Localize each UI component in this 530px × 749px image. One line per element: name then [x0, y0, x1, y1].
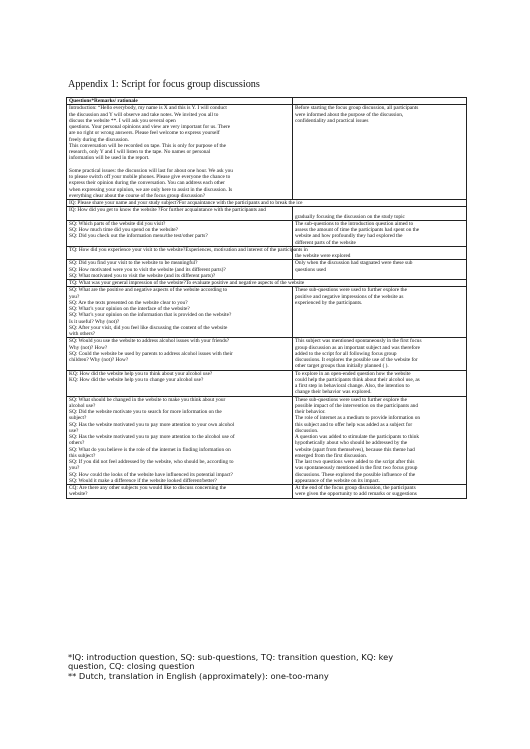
page-title: Appendix 1: Script for focus group discussions: [68, 79, 260, 90]
cell-line: other target groups than initially planned ( ).: [295, 363, 389, 370]
cell-line: were given the opportunity to add remarks or suggestions: [295, 491, 417, 498]
cell-line: others?: [69, 440, 85, 447]
cell-line: hypothetically about who should be addressed by the: [295, 440, 408, 447]
cell-line: Some practical issues: the discussion will last for about one hour. We ask you: [69, 167, 233, 174]
cell-line: assess the amount of time the participants had spent on the: [295, 227, 420, 233]
question-cell: [67, 220, 293, 246]
cell-line: was spontaneously mentioned in the first two focus group: [295, 465, 418, 472]
cell-line: discuss the website **. I will ask you several open: [69, 117, 176, 124]
cell-line: Is it useful? Why (not)?: [69, 318, 120, 325]
cell-line: SQ: Would you use the website to address alcohol issues with your friends?: [69, 338, 230, 345]
cell-line: emerged from the first discussion.: [295, 452, 368, 459]
footnote-line: question, CQ: closing question: [68, 661, 195, 672]
cell-line: were informed about the purpose of the discussion,: [295, 111, 404, 118]
cell-line: These sub-questions were used to further explore the: [295, 396, 407, 403]
table-row: [67, 485, 467, 499]
footnote-line: *IQ: introduction question, SQ: sub-questions, TQ: transition question, KQ: key: [68, 652, 394, 662]
cell-line: you?: [69, 293, 80, 300]
cell-line: appearance of the website on its impact.: [295, 477, 380, 484]
cell-line: Why (not)? How?: [69, 344, 108, 351]
cell-line: different parts of the website: [295, 239, 356, 246]
cell-line: SQ: If you did not feel addressed by the website, who should be, according to: [69, 459, 234, 465]
cell-line: discussions. These explored the possible influence of the: [295, 471, 416, 478]
cell-line: IQ: How did you get to know the website ?For further acquaintance with the participants and: [69, 207, 266, 214]
cell-line: SQ: What are the positive and negative aspects of the website according to: [69, 287, 228, 294]
focus-group-script-table: [66, 97, 467, 499]
cell-line: freely during the discussion.: [69, 136, 130, 143]
table-row: [67, 246, 467, 260]
cell-line: questions. Your personal opinions and view are very important for us. There: [69, 124, 231, 130]
question-cell: [67, 370, 293, 396]
cell-line: Only when the discussion had stagnated were these sub: [295, 260, 413, 267]
cell-line: the discussion and Y will observe and take notes. We invited you all to: [69, 111, 219, 118]
cell-line: TQ: How did you experience your visit to the website?Experiences, motivation and interest of the participants in: [69, 246, 308, 253]
cell-line: At the end of the focus group discussion, the participants: [295, 485, 416, 491]
cell-line: experienced by the participants.: [295, 299, 363, 306]
cell-line: this subject and to offer help was added as a subject for: [295, 421, 413, 428]
cell-line: you?: [69, 465, 80, 472]
cell-line: children? Why (not)? How?: [69, 357, 129, 363]
cell-line: website (apart from themselves), because this theme had: [295, 446, 415, 453]
cell-line: This conversation will be recorded on tape. This is only for purpose of the: [69, 142, 227, 149]
cell-line: with others?: [69, 331, 96, 337]
cell-line: SQ: What should be changed in the website to make you think about your: [69, 396, 226, 403]
cell-line: SQ: Has the website motivated you to pay more attention to the alcohol use of: [69, 434, 235, 440]
cell-line: discussion.: [295, 427, 319, 434]
remark-cell: [293, 246, 467, 260]
remark-cell: [293, 338, 467, 370]
remark-cell: [293, 396, 467, 485]
cell-line: their behavior.: [295, 409, 326, 415]
cell-line: SQ: Would it make a difference if the website looked different/better?: [69, 477, 217, 484]
cell-line: to please switch off your mobile phones. Please give everyone the chance to: [69, 174, 231, 180]
cell-line: added to the script for all following focus group: [295, 350, 397, 357]
cell-line: The role of internet as a medium to provide information on: [295, 415, 421, 422]
cell-line: SQ: Did the website motivate you to search for more information on the: [69, 409, 222, 415]
cell-line: gradually focusing the discussion on the study topic: [295, 213, 405, 220]
table-row: [67, 396, 467, 485]
cell-line: a first step in behavioral change. Also, the intention to: [295, 383, 410, 389]
footnote-line: ** Dutch, translation in English (approximately): one-too-many: [68, 670, 329, 681]
cell-line: SQ: Could the website be used by parents to address alcohol issues with their: [69, 350, 233, 357]
cell-line: discussions. It explores the possible use of the website for: [295, 357, 418, 363]
table-header-row: [67, 98, 467, 105]
table-row: [67, 338, 467, 370]
footnotes: [68, 653, 488, 681]
cell-line: SQ: How could the looks of the website have influenced its potential impact?: [69, 471, 233, 478]
cell-line: the website were explored: [295, 253, 351, 259]
cell-line: SQ: Has the website motivated you to pay more attention to your own alcohol: [69, 421, 235, 428]
question-cell: [67, 260, 293, 280]
table-row: [67, 370, 467, 396]
cell-line: SQ: Which parts of the website did you visit?: [69, 220, 166, 227]
cell-line: research, only Y and I will listen to the tape. No names or personal: [69, 149, 211, 155]
cell-line: website?: [69, 491, 88, 498]
question-cell: [67, 207, 293, 221]
table-row: [67, 280, 467, 287]
cell-line: SQ: How motivated were you to visit the website (and its different parts)?: [69, 266, 226, 273]
question-cell: [67, 105, 293, 200]
cell-line: SQ: After your visit, did you feel like discussing the content of the website: [69, 324, 228, 331]
cell-line: SQ: What motivated you to visit the website (and its different parts)?: [69, 272, 216, 279]
cell-line: express their opinion during the conversation. You can address each other: [69, 180, 225, 187]
cell-line: SQ: What’s your opinion on the interface of the website?: [69, 306, 190, 312]
question-cell: [67, 246, 308, 260]
remark-cell: [293, 485, 467, 499]
remark-cell: [293, 207, 467, 221]
cell-line: use?: [69, 427, 79, 434]
cell-line: These sub-questions were used to further explore the: [295, 287, 407, 294]
table-row: [67, 105, 467, 200]
remark-cell: [293, 220, 467, 246]
cell-line: questions used: [295, 266, 327, 273]
question-cell: [67, 338, 293, 370]
table-row: [67, 200, 467, 207]
cell-line: The last two questions were added to the script after this: [295, 459, 415, 465]
cell-line: could help the participants think about their alcohol use, as: [295, 376, 420, 383]
cell-line: KQ: How did the website help you to change your alcohol use?: [69, 376, 204, 383]
table-header-cell: [293, 98, 467, 105]
remark-cell: [293, 287, 467, 338]
cell-line: information will be used in the report.: [69, 155, 150, 162]
cell-line: possible impact of the intervention on the participants and: [295, 402, 418, 409]
cell-line: A question was added to stimulate the participants to think: [295, 434, 420, 440]
cell-line: positive and negative impressions of the website as: [295, 293, 404, 300]
table-row: [67, 287, 467, 338]
cell-line: CQ: Are there any other subjects you would like to discuss concerning the: [69, 485, 227, 491]
remark-cell: [293, 370, 467, 396]
spanning-question-cell: TQ: What was your general impression of the website?To evaluate positive and negative aspects of the website: [67, 280, 467, 287]
cell-line: subject?: [69, 415, 87, 422]
cell-line: Introduction: “Hello everybody, my name is X and this is Y. I will conduct: [69, 105, 227, 112]
cell-line: change their behavior was explored.: [295, 389, 372, 396]
question-cell: [67, 287, 293, 338]
cell-line: SQ: Are the texts presented on the website clear to you?: [69, 299, 188, 306]
cell-line: this subject?: [69, 452, 96, 459]
remark-cell: [293, 105, 467, 200]
cell-line: SQ: Did you find your visit to the website to be meaningful?: [69, 260, 198, 267]
cell-line: This subject was mentioned spontaneously in the first focus: [295, 338, 422, 345]
question-cell: [67, 396, 293, 485]
question-cell: [67, 485, 293, 499]
cell-line: group discussion as an important subject and was therefore: [295, 344, 421, 351]
spanning-question-cell: IQ: Please share your name and your study subject?For acquaintance with the participants and to break the ice: [67, 200, 467, 207]
table-row: [67, 220, 467, 246]
cell-line: everything clear about the course of the focus group discussion?: [69, 192, 206, 199]
cell-line: SQ: How much time did you spend on the website?: [69, 227, 179, 233]
cell-line: alcohol use?: [69, 402, 96, 409]
cell-line: confidentiality and practical issues: [295, 117, 369, 124]
cell-line: SQ: Did you check out the information menu/the test/other parts?: [69, 233, 208, 240]
cell-line: To explore in an open-ended question how the website: [295, 370, 411, 377]
cell-line: are no right or wrong answers. Please feel welcome to express yourself: [69, 130, 220, 137]
table-row: [67, 207, 467, 221]
table-row: [67, 260, 467, 280]
remark-cell: [293, 260, 467, 280]
cell-line: The sub-questions to the introduction question aimed to: [295, 220, 414, 227]
cell-line: when expressing your opinion, we are only here to assist in the discussion. Is: [69, 186, 233, 193]
table-header-cell: Questions*Remarks/ rationale: [67, 98, 293, 105]
cell-line: SQ: What do you believe is the role of the internet in finding information on: [69, 446, 231, 453]
cell-line: SQ: What’s your opinion on the information that is provided on the website?: [69, 312, 232, 319]
cell-line: Before starting the focus group discussion, all participants: [295, 105, 419, 112]
cell-line: KQ: How did the website help you to think about your alcohol use?: [69, 370, 213, 377]
cell-line: website and how profoundly they had explored the: [295, 233, 403, 240]
